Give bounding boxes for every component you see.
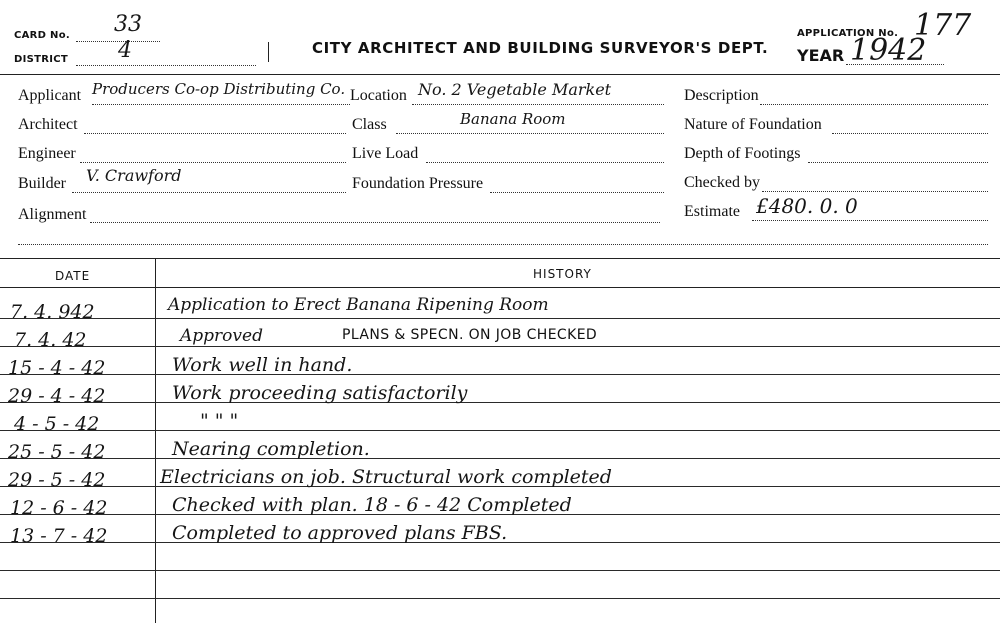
location-label: Location	[350, 87, 407, 104]
location-value: No. 2 Vegetable Market	[418, 80, 612, 99]
entry-text: Work proceeding satisfactorily	[172, 382, 468, 404]
estimate-value: £480. 0. 0	[756, 194, 858, 218]
entry-text: " " "	[200, 410, 239, 432]
plans-checked-stamp: PLANS & SPECN. ON JOB CHECKED	[342, 327, 598, 343]
application-no-value: 177	[914, 8, 972, 43]
entry-date: 29 - 5 - 42	[8, 469, 106, 491]
entry-text: Nearing completion.	[172, 438, 370, 460]
builder-value: V. Crawford	[86, 166, 182, 185]
card-no-label: CARD No.	[14, 30, 70, 41]
architect-label: Architect	[18, 116, 78, 133]
entry-date: 12 - 6 - 42	[10, 497, 108, 519]
district-value: 4	[118, 38, 132, 63]
checked-by-label: Checked by	[684, 174, 760, 191]
card-no-value: 33	[114, 12, 142, 37]
foundation-pressure-label: Foundation Pressure	[352, 175, 484, 192]
applicant-value: Producers Co-op Distributing Co.	[92, 80, 346, 98]
alignment-label: Alignment	[18, 206, 87, 223]
year-label: YEAR	[797, 46, 845, 65]
applicant-label: Applicant	[18, 87, 82, 104]
history-column-header: HISTORY	[533, 267, 592, 281]
entry-date: 13 - 7 - 42	[10, 525, 108, 547]
entry-date: 4 - 5 - 42	[14, 413, 100, 435]
district-label: DISTRICT	[14, 54, 69, 65]
live-load-label: Live Load	[352, 145, 419, 162]
class-value: Banana Room	[460, 110, 566, 128]
estimate-label: Estimate	[684, 203, 740, 220]
builder-label: Builder	[18, 175, 66, 192]
nature-of-foundation-label: Nature of Foundation	[684, 116, 822, 133]
entry-text: Approved	[180, 326, 263, 346]
engineer-label: Engineer	[18, 145, 76, 162]
entry-date: 29 - 4 - 42	[8, 385, 106, 407]
entry-date: 7. 4. 42	[14, 329, 87, 351]
depth-of-footings-label: Depth of Footings	[684, 145, 801, 162]
entry-text: Completed to approved plans FBS.	[172, 522, 508, 544]
entry-text: Application to Erect Banana Ripening Room	[168, 295, 549, 315]
department-title: CITY ARCHITECT AND BUILDING SURVEYOR'S DEPT.	[312, 39, 769, 57]
entry-date: 25 - 5 - 42	[8, 441, 106, 463]
entry-date: 15 - 4 - 42	[8, 357, 106, 379]
year-value: 1942	[850, 33, 927, 68]
date-column-header: DATE	[55, 269, 91, 283]
entry-text: Checked with plan. 18 - 6 - 42 Completed	[172, 494, 572, 516]
entry-text: Work well in hand.	[172, 354, 353, 376]
entry-date: 7. 4. 942	[10, 301, 95, 323]
class-label: Class	[352, 116, 387, 133]
description-label: Description	[684, 87, 759, 104]
application-no-label: APPLICATION No.	[797, 28, 899, 39]
entry-text: Electricians on job. Structural work completed	[160, 466, 612, 488]
